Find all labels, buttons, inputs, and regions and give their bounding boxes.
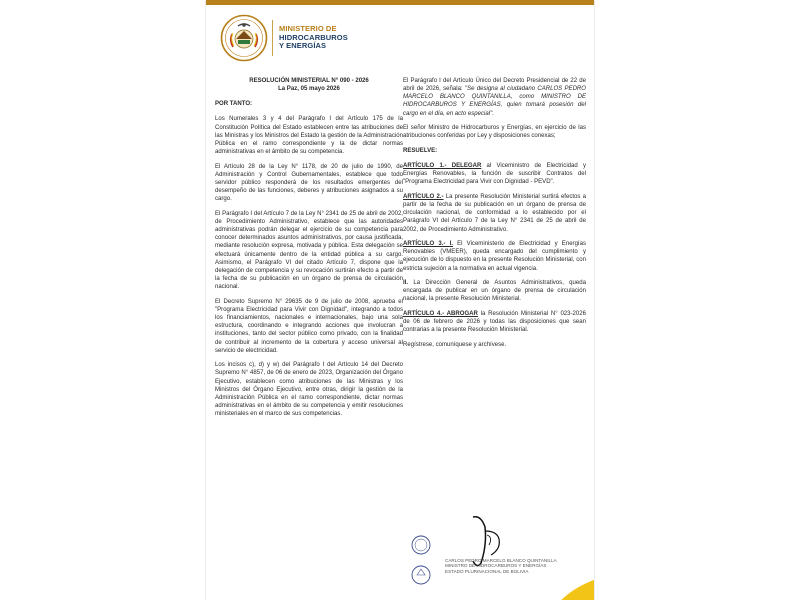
stamp-line-3: ESTADO PLURINACIONAL DE BOLIVIA [445, 568, 529, 574]
right-column [403, 77, 586, 355]
article-3-text: El Viceministerio de Electricidad y Energías Renovables (VMEER), queda encargado del cumplimiento y ejecución de lo dispuesto en la presente Resolución Ministerial, con estricta sujeción a la normativa en actual vigencia. [403, 241, 586, 272]
article-4-text: la Resolución Ministerial N° 023-2026 de 06 de febrero de 2026 y todas las disposiciones que sean contrarias a la presente Resolución Ministerial. [403, 310, 586, 334]
article-1-label: ARTÍCULO 1.- DELEGAR [403, 163, 482, 170]
left-paragraph: Los Numerales 3 y 4 del Parágrafo I del Artículo 175 de la Constitución Política del Estado establecen entre las atribuciones de las Ministras y los Ministros del Estado la gestión de la Administración Pública en el ramo correspondiente y la de dictar normas administrativas en el ámbito de su competencia. [215, 116, 403, 156]
minister-paragraph: El señor Ministro de Hidrocarburos y Energías, en ejercicio de las atribuciones conferidas por Ley y disposiciones conexas; [403, 125, 586, 140]
article-2-text: La presente Resolución Ministerial surtirá efectos a partir de la fecha de su publicación en un órgano de prensa de circulación nacional, de conformidad a lo establecido por el Parágrafo VI del Artículo 7 de la Ley N° 2341 de 25 de abril de 2002, de Procedimiento Administrativo. [403, 193, 587, 233]
left-paragraph: Los incisos c), d) y w) del Parágrafo I del Artículo 14 del Decreto Supremo N° 4857, de 06 de enero de 2023, Organización del Órgano Ejecutivo, establecen como atribuciones de las Ministras y los Ministros del Órgano Ejecutivo, entre otras, dirigir la gestión de la Administración Pública en el ramo correspondiente, dictar normas administrativas en el ámbito de su competencia y emitir resoluciones ministeriales en el marco de sus competencias. [215, 362, 403, 418]
ministry-line-2: HIDROCARBUROS [279, 32, 348, 42]
closing-line: Regístrese, comuníquese y archívese. [403, 341, 507, 348]
resuelve-heading: RESUELVE: [403, 147, 438, 154]
stamp-line-2: MINISTRO DE HIDROCARBUROS Y ENERGÍAS [445, 563, 547, 569]
ministry-line-1: MINISTERIO DE [279, 24, 337, 34]
left-paragraph: El Artículo 28 de la Ley N° 1178, de 20 de julio de 1990, de Administración y Control Gubernamentales, establece que todo servidor público responderá de los resultados emergentes del desempeño de las funciones, deberes y atribuciones asignados a su cargo. [215, 163, 403, 203]
article-4-label: ARTÍCULO 4.- ABROGAR [403, 310, 478, 317]
article-1-text: al Viceministro de Electricidad y Energías Renovables, la función de suscribir Contratos del "Programa Electricidad para Vivir con Dignidad - PEVD". [403, 163, 586, 186]
document-header [220, 10, 348, 66]
article-1 [403, 162, 586, 186]
header-divider [272, 20, 273, 56]
article-3-ii-text: La Dirección General de Asuntos Administrativos, queda encargada de publicar en un órgano de prensa de circulación nacional, la presente Resolución Ministerial. [403, 280, 586, 303]
resolution-title: RESOLUCIÓN MINISTERIAL N° 090 - 2026 [249, 78, 369, 84]
article-3-label: ARTÍCULO 3.- I. [403, 241, 453, 248]
decree-text: El Parágrafo I del Artículo Único del Decreto Presidencial de 22 de abril de 2026, señala: [403, 78, 586, 93]
left-paragraph: El Parágrafo I del Artículo 7 de la Ley N° 2341 de 25 de abril de 2002, de Procedimiento Administrativo, establece que las autoridades administrativas podrán delegar el ejercicio de su competencia para conocer determinados asuntos administrativos, por causa justificada, mediante resolución expresa, motivada y pública. Esta delegación se efectuará únicamente dentro de la entidad pública a su cargo. Asimismo, el Parágrafo VI del citado Artículo 7, dispone que la delegación de competencia y su revocación surtirán efecto a partir de la fecha de su publicación en un órgano de prensa de circulación nacional. [215, 210, 403, 291]
article-2-label: ARTÍCULO 2.- [403, 193, 444, 200]
signature-stamp [445, 558, 557, 574]
article-3-ii [403, 279, 586, 303]
article-4 [403, 310, 586, 334]
signature-area [401, 505, 591, 600]
ministry-line-3: Y ENERGÍAS [279, 41, 327, 51]
left-column [215, 77, 403, 425]
document-page [206, 0, 594, 600]
left-paragraph: El Decreto Supremo N° 29635 de 9 de julio de 2008, aprueba el "Programa Electricidad para Vivir con Dignidad", integrando a todos los financiamientos, nacionales e internacionales, bajo una sola estructura, coordinando e integrando acciones que involucran a instituciones, tanto del sector público como privado, con la finalidad de contribuir al incremento de la cobertura y acceso universal al servicio de electricidad. [215, 298, 403, 354]
decree-quote: "Se designa al ciudadano CARLOS PEDRO MARCELO BLANCO QUINTANILLA, como MINISTRO DE HIDROCARBUROS Y ENERGÍAS, quien tomará posesión del cargo en el día, en acto especial". [403, 86, 587, 117]
coat-of-arms-seal-icon [220, 14, 268, 62]
article-3 [403, 240, 586, 273]
decree-paragraph [403, 77, 586, 118]
decorative-swoosh [543, 568, 594, 600]
stamp-line-1: CARLOS PEDRO MARCELO BLANCO QUINTANILLA [445, 558, 557, 563]
por-tanto-heading: POR TANTO: [215, 101, 253, 108]
article-2 [403, 193, 586, 234]
ministry-name [279, 25, 348, 51]
resolution-date: La Paz, 05 mayo 2026 [278, 86, 340, 93]
header-accent-bar [206, 0, 594, 5]
article-3-ii-label: II. [403, 280, 409, 287]
